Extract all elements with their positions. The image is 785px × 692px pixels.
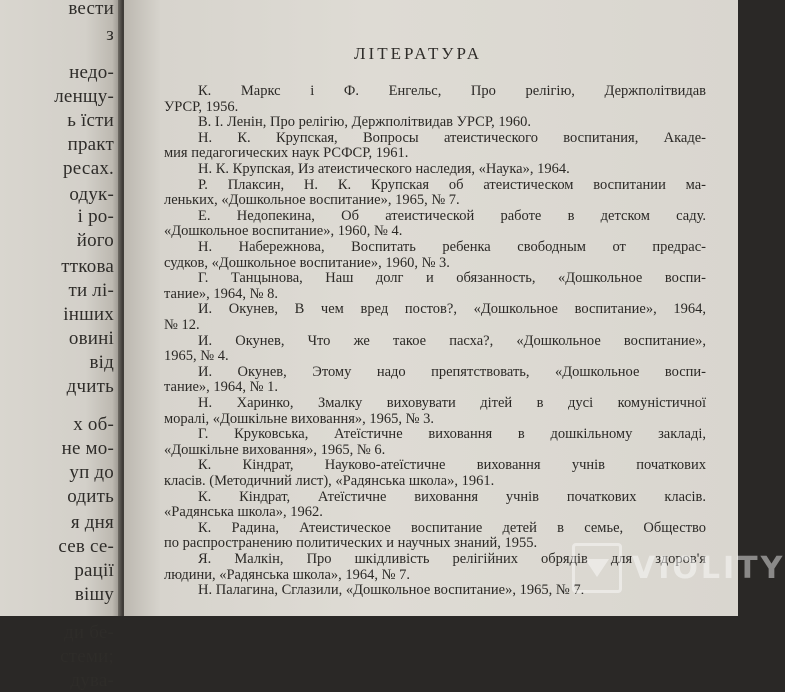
left-page-line: ленщу- <box>54 86 114 107</box>
reference-entry-continuation: «Дошкільне виховання», 1965, № 6. <box>164 441 386 458</box>
reference-entry-continuation: класів. (Методичний лист), «Радянська школа», 1961. <box>164 473 495 489</box>
reference-entry-start: И. Окунев, Что же такое пасха?, «Дошкольное воспитание», <box>198 332 706 349</box>
left-page-line: рації <box>74 560 114 581</box>
left-page-line: ти лі- <box>68 280 114 301</box>
reference-entry-continuation: тание», 1964, № 1. <box>164 379 278 396</box>
reference-entry-start: Я. Малкін, Про шкідливість релігійних обрядів для здоров'я <box>198 551 706 567</box>
reference-entry-start: Н. Палагина, Сглазили, «Дошкольное воспитание», 1965, № 7. <box>198 582 585 599</box>
left-page-line: стеми; <box>60 646 114 667</box>
reference-entry-start: Н. К. Крупская, Вопросы атеистического воспитания, Акаде- <box>198 129 706 146</box>
reference-entry-continuation: леньких, «Дошкольное воспитание», 1965, № 7. <box>164 192 460 209</box>
left-page-line: дува- <box>70 670 114 691</box>
watermark <box>572 543 785 593</box>
left-page-line: я дня <box>70 512 114 533</box>
left-page-line: одук- <box>69 184 114 205</box>
reference-entry-start: К. Кіндрат, Атеїстичне виховання учнів початкових класів. <box>198 488 706 505</box>
left-page-line: ди бе- <box>64 622 114 643</box>
reference-entry-start: Н. Харинко, Змалку виховувати дітей в дусі комуністичної <box>198 395 706 411</box>
reference-entry-start: Н. Набережнова, Воспитать ребенка свободным от предрас- <box>198 239 706 255</box>
left-page-line: ь їсти <box>67 110 114 131</box>
left-page-line: уп до <box>69 462 114 483</box>
watermark-text: VIOLITY <box>632 550 785 586</box>
reference-entry-start: Е. Недопекина, Об атеистической работе в детском саду. <box>198 207 706 224</box>
left-page-line: тткова <box>61 256 114 277</box>
left-page-line: з <box>106 24 114 45</box>
left-page-line: від <box>89 352 114 373</box>
left-page-line: недо- <box>69 62 114 83</box>
left-page-line: дчить <box>66 376 114 397</box>
reference-entry-start: Н. К. Крупская, Из атеистического наследия, «Наука», 1964. <box>198 161 570 177</box>
reference-entry-start: Г. Круковська, Атеїстичне виховання в дошкільному закладі, <box>198 426 706 443</box>
right-page <box>124 0 785 616</box>
reference-entry-continuation: моралі, «Дошкільне виховання», 1965, № 3. <box>164 410 434 427</box>
reference-entry-continuation: тание», 1964, № 8. <box>164 285 278 302</box>
left-page-line: і ро- <box>77 206 114 227</box>
page-title: ЛІТЕРАТУРА <box>354 44 482 63</box>
reference-entry-continuation: УРСР, 1956. <box>164 98 239 115</box>
left-page-line: вішу <box>74 584 114 605</box>
reference-entry-start: Г. Танцынова, Наш долг и обязанность, «Дошкольное воспи- <box>198 270 706 287</box>
reference-entry-start: К. Маркс і Ф. Енгельс, Про релігію, Держполітвидав <box>198 83 706 99</box>
reference-entry-continuation: судков, «Дошкольное воспитание», 1960, № 3. <box>164 254 450 271</box>
watermark-logo-icon <box>572 543 622 593</box>
reference-entry-continuation: 1965, № 4. <box>164 348 229 365</box>
reference-entry-continuation: по распространению политических и научных знаний, 1955. <box>164 535 538 552</box>
reference-entry-start: И. Окунев, В чем вред постов?, «Дошкольное воспитание», 1964, <box>198 301 706 318</box>
reference-entry-start: К. Кіндрат, Науково-атеїстичне виховання учнів початкових <box>198 457 706 474</box>
left-page-line: практ <box>67 134 114 155</box>
left-page-line: х об- <box>73 414 114 435</box>
left-page-line: інших <box>63 304 114 325</box>
reference-entry-start: К. Радина, Атеистическое воспитание детей в семье, Общество <box>198 519 706 536</box>
left-page <box>0 0 122 691</box>
left-page-line: овині <box>68 328 114 349</box>
reference-entry-start: И. Окунев, Этому надо препятствовать, «Дошкольное воспи- <box>198 363 706 380</box>
left-page-line: вести <box>68 0 114 19</box>
reference-entry-continuation: мия педагогических наук РСФСР, 1961. <box>164 145 409 162</box>
left-page-line: сев се- <box>58 536 114 557</box>
reference-entry-continuation: «Радянська школа», 1962. <box>164 504 323 521</box>
left-page-line: ресах. <box>63 158 114 179</box>
left-page-line: його <box>76 230 114 251</box>
left-page-line: не мо- <box>61 438 114 459</box>
reference-entry-continuation: людини, «Радянська школа», 1964, № 7. <box>164 566 411 583</box>
reference-entry-start: Р. Плаксин, Н. К. Крупская об атеистическом воспитании ма- <box>198 176 706 193</box>
reference-entry-continuation: № 12. <box>164 317 200 333</box>
left-page-line: одить <box>67 486 114 507</box>
reference-entry-start: В. І. Ленін, Про релігію, Держполітвидав УРСР, 1960. <box>198 114 531 131</box>
reference-entry-continuation: «Дошкольное воспитание», 1960, № 4. <box>164 223 403 240</box>
